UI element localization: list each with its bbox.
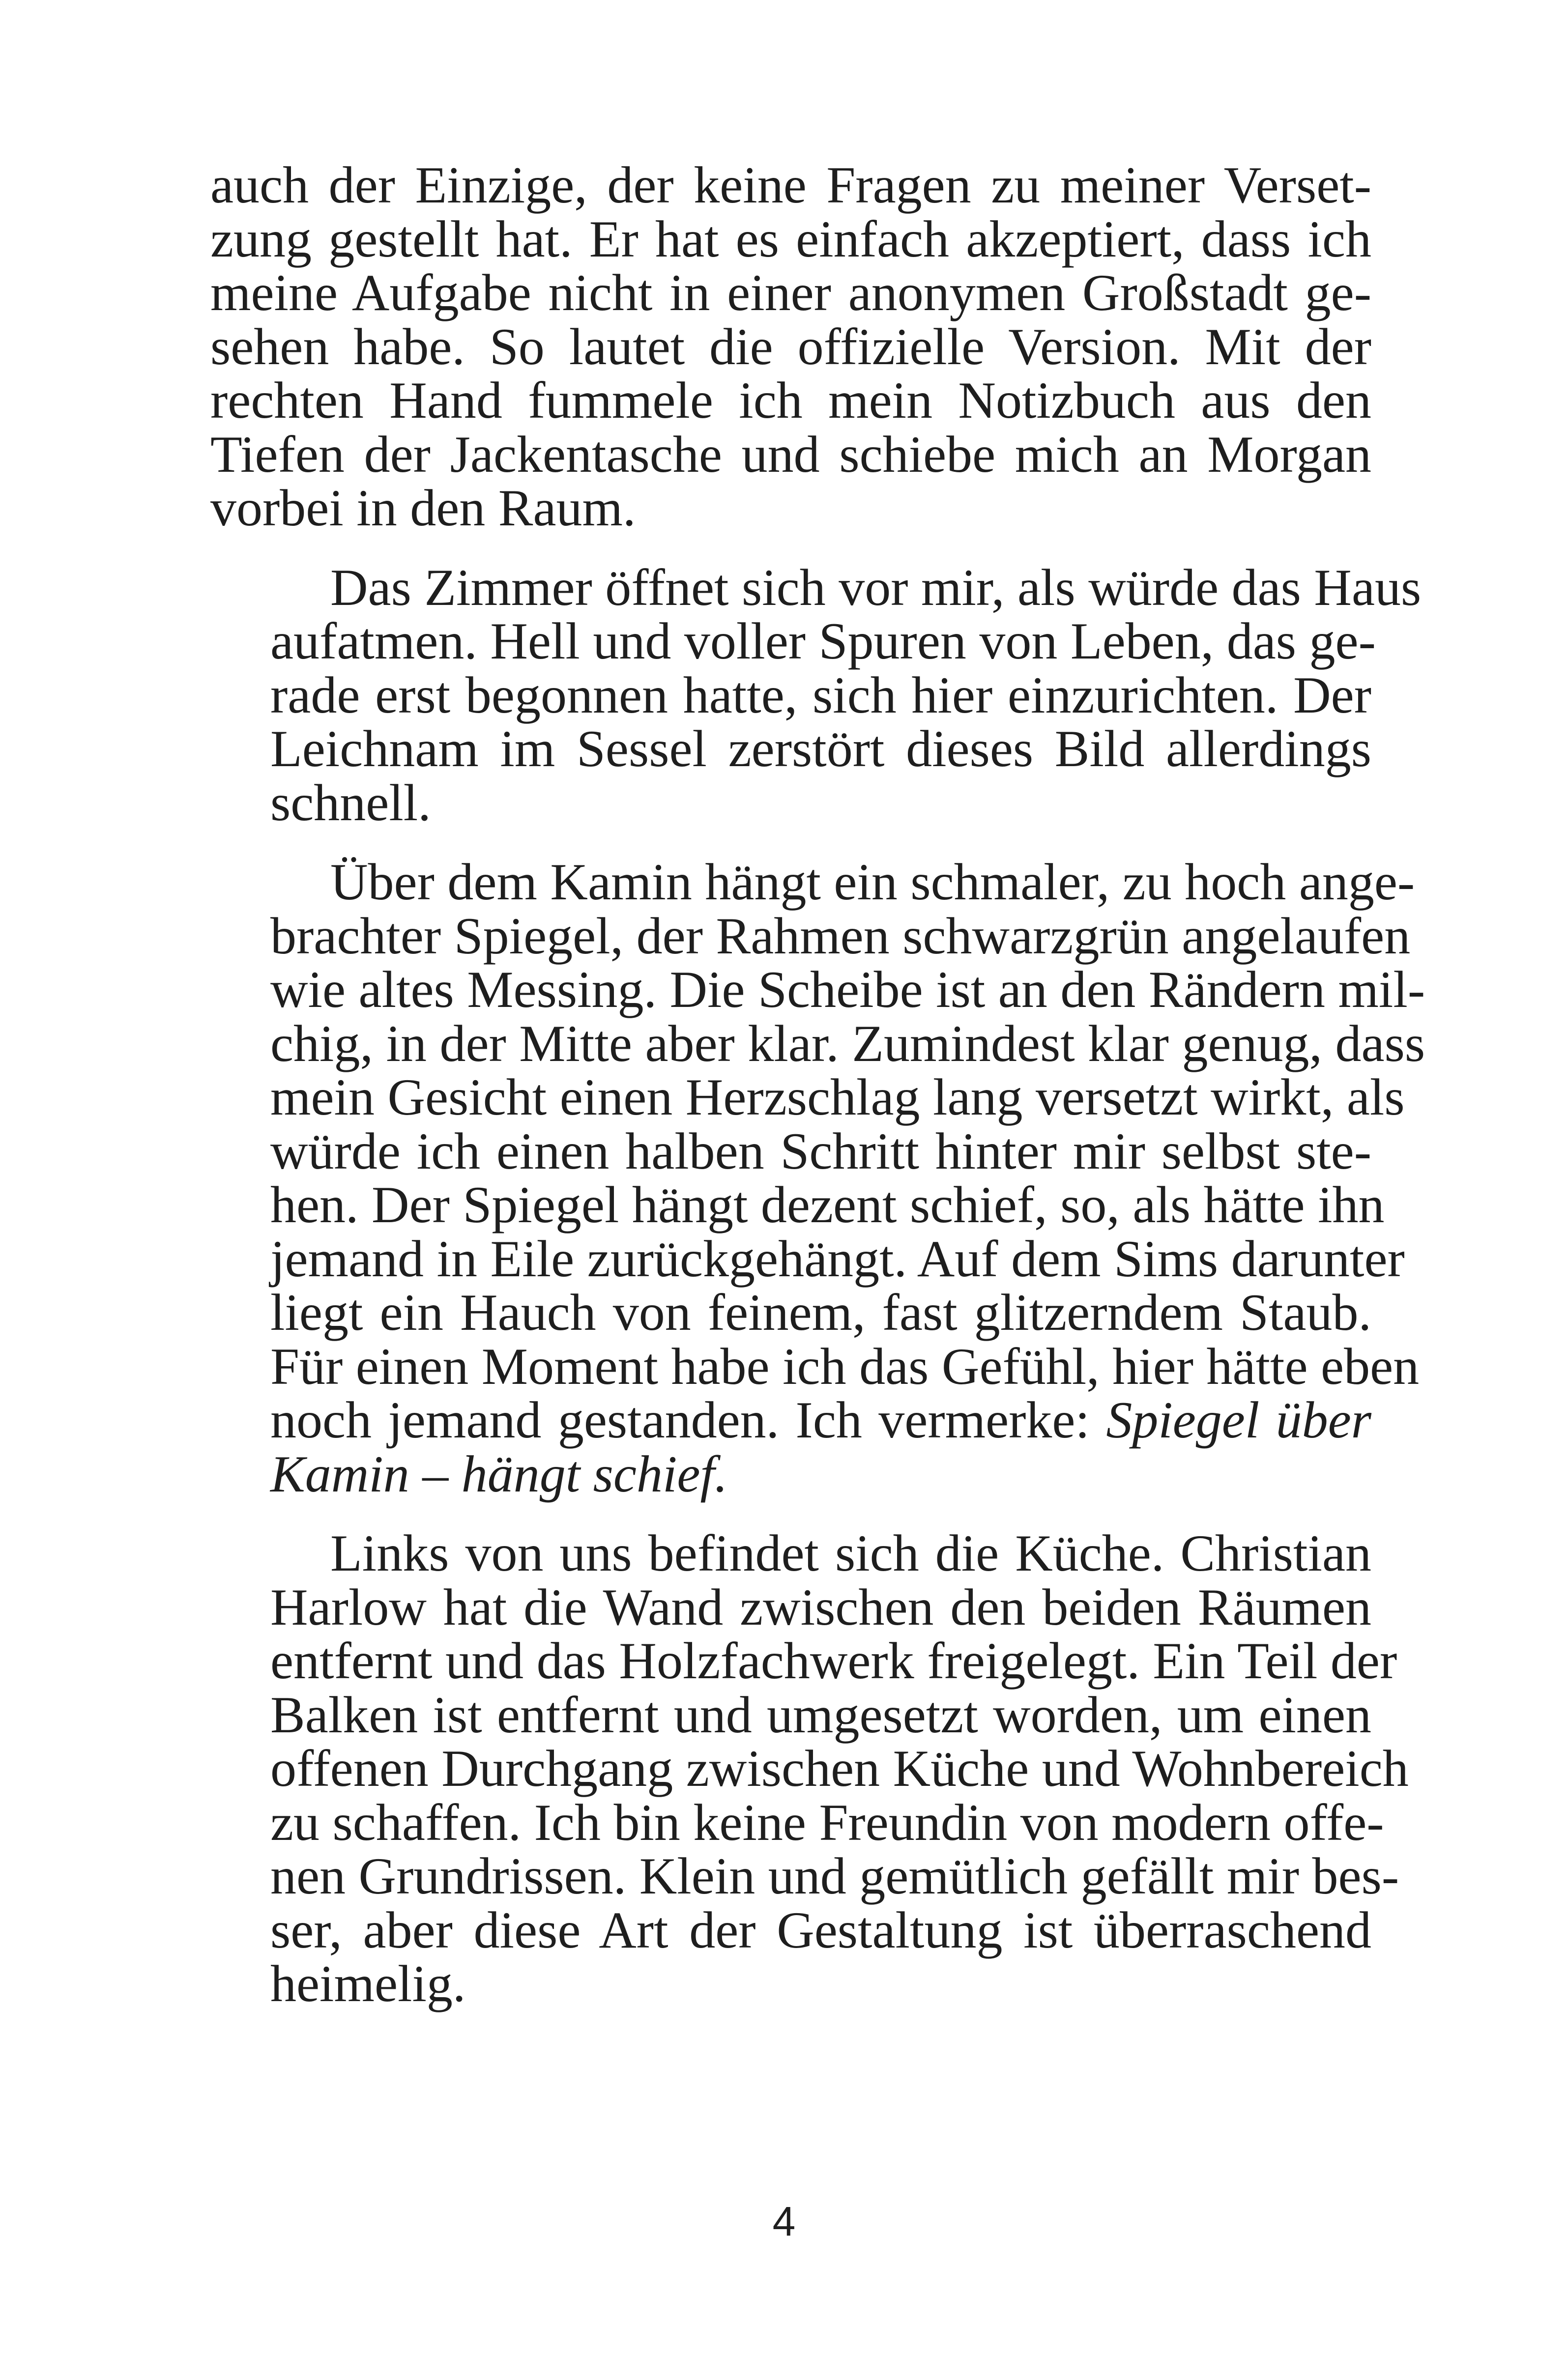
text-line: schnell. [270, 774, 431, 832]
text-line: Über dem Kamin hängt ein schmaler, zu hoch ange- [330, 853, 1415, 911]
text-line: Das Zimmer öffnet sich vor mir, als würde das Haus [330, 558, 1422, 616]
text-line: vorbei in den Raum. [210, 479, 636, 537]
text-line: brachter Spiegel, der Rahmen schwarzgrün angelaufen [270, 907, 1411, 965]
text-line: Leichnam im Sessel zerstört dieses Bild allerdings [270, 720, 1371, 777]
text-line: würde ich einen halben Schritt hinter mir selbst ste- [270, 1122, 1371, 1180]
text-line: mein Gesicht einen Herzschlag lang versetzt wirkt, als [270, 1068, 1405, 1126]
text-line-with-note [210, 1393, 1371, 1447]
text-line: entfernt und das Holzfachwerk freigelegt. Ein Teil der [270, 1632, 1397, 1690]
text-line: hen. Der Spiegel hängt dezent schief, so, als hätte ihn [270, 1176, 1385, 1233]
text-line: chig, in der Mitte aber klar. Zumindest klar genug, dass [270, 1014, 1425, 1072]
text-line: rade erst begonnen hatte, sich hier einzurichten. Der [270, 666, 1371, 724]
text-line: zu schaffen. Ich bin keine Freundin von modern offe- [270, 1793, 1384, 1851]
text-line: rechten Hand fummele ich mein Notizbuch aus den [210, 372, 1371, 429]
text-line: aufatmen. Hell und voller Spuren von Leben, das ge- [270, 612, 1376, 670]
paragraph-4 [210, 1524, 1409, 2012]
note-italic: Spiegel über [1106, 1391, 1371, 1449]
paragraph-3 [210, 853, 1425, 1503]
text-line: Für einen Moment habe ich das Gefühl, hier hätte eben [270, 1337, 1420, 1395]
text-line: ser, aber diese Art der Gestaltung ist überraschend [270, 1901, 1371, 1959]
text-line: Harlow hat die Wand zwischen den beiden Räumen [270, 1578, 1371, 1636]
paragraph-2 [210, 558, 1422, 832]
note-line-prefix: noch jemand gestanden. Ich vermerke: [270, 1391, 1106, 1449]
paragraph-1 [210, 158, 1371, 535]
text-line: jemand in Eile zurückgehängt. Auf dem Sims darunter [270, 1230, 1405, 1288]
text-line: heimelig. [270, 1955, 466, 2012]
text-line: offenen Durchgang zwischen Küche und Wohnbereich [270, 1740, 1409, 1797]
note-italic-last-line: Kamin – hängt schief. [270, 1445, 728, 1503]
text-line: Tiefen der Jackentasche und schiebe mich an Morgan [210, 425, 1371, 483]
text-line: sehen habe. So lautet die offizielle Version. Mit der [210, 317, 1371, 375]
text-line: nen Grundrissen. Klein und gemütlich gefällt mir bes- [270, 1847, 1399, 1905]
page-number: 4 [772, 2198, 796, 2244]
text-line: liegt ein Hauch von feinem, fast glitzerndem Staub. [270, 1284, 1371, 1341]
text-line: meine Aufgabe nicht in einer anonymen Großstadt ge- [210, 264, 1371, 321]
text-line: auch der Einzige, der keine Fragen zu meiner Verset- [210, 156, 1371, 214]
text-line: wie altes Messing. Die Scheibe ist an den Rändern mil- [270, 961, 1425, 1018]
text-line: Balken ist entfernt und umgesetzt worden, um einen [270, 1686, 1371, 1744]
text-line: zung gestellt hat. Er hat es einfach akzeptiert, dass ich [210, 210, 1371, 268]
body-text [210, 156, 1425, 2012]
text-line: Links von uns befindet sich die Küche. Christian [330, 1524, 1371, 1582]
